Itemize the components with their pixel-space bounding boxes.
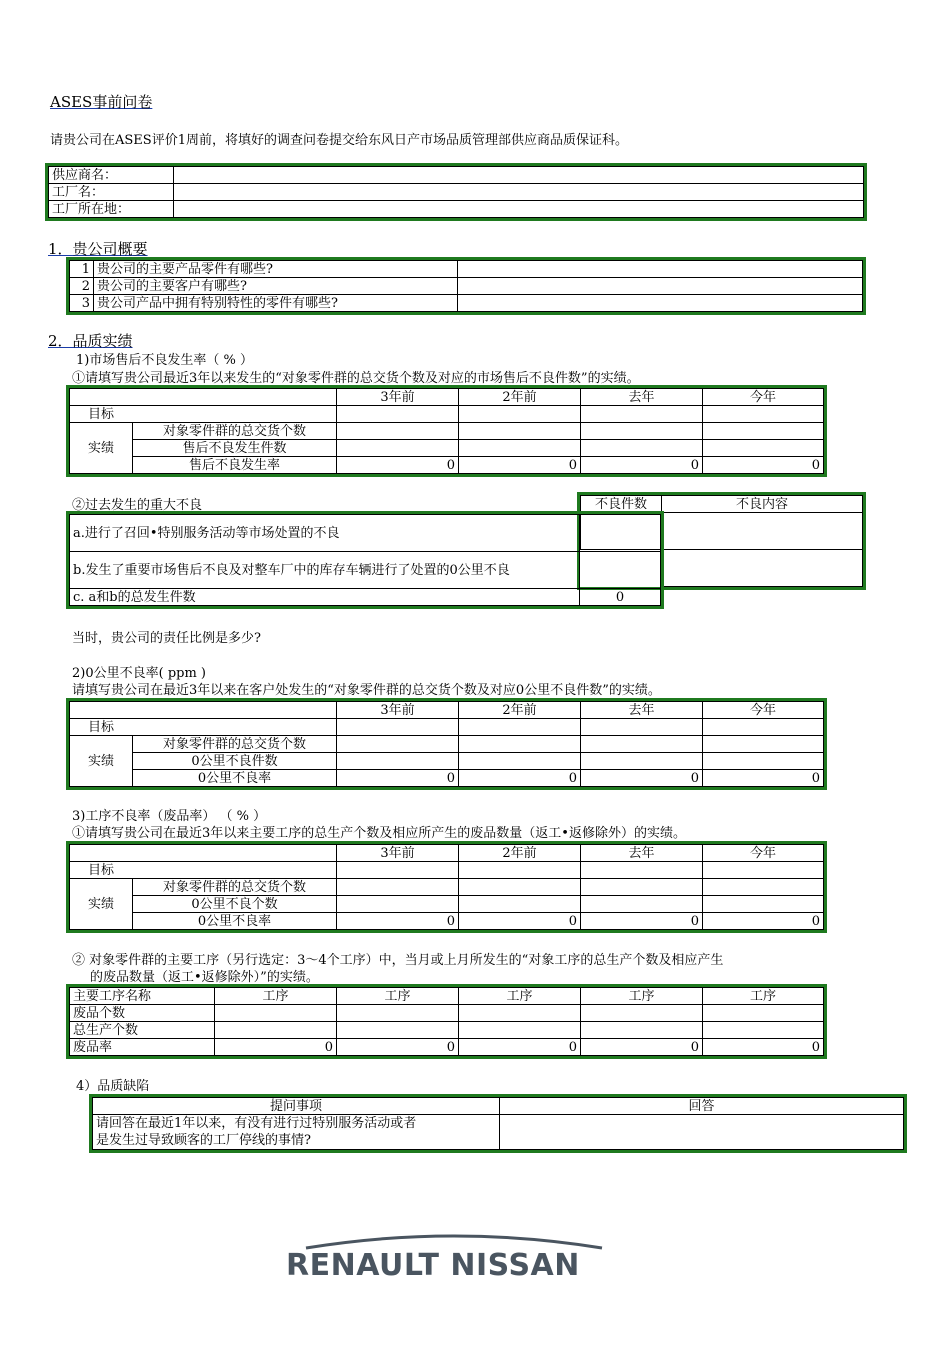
answer-main-products[interactable] xyxy=(458,261,863,278)
row-total-delivered: 对象零件群的总交货个数 xyxy=(133,736,337,753)
value-cell[interactable] xyxy=(581,1005,703,1022)
value-cell[interactable] xyxy=(703,423,824,440)
quality-defect-table xyxy=(92,1097,904,1150)
row-defect-rate: 售后不良发生率 xyxy=(133,457,337,474)
defect-count-a-input[interactable] xyxy=(580,515,661,552)
major-defect-title: ②过去发生的重大不良 xyxy=(72,498,203,513)
value-cell[interactable] xyxy=(581,879,703,896)
row-number: 2 xyxy=(70,278,94,295)
question-cell xyxy=(93,1115,500,1150)
target-cell[interactable] xyxy=(337,406,459,423)
p3b-desc-line2: 的废品数量（返工•返修除外）”的实绩。 xyxy=(90,970,319,985)
question-main-products: 贵公司的主要产品零件有哪些? xyxy=(94,261,458,278)
p3-desc: ①请填写贵公司在最近3年以来主要工序的总生产个数及相应所产生的废品数量（返工•返修除外）的实绩。 xyxy=(72,826,686,841)
target-cell[interactable] xyxy=(581,862,703,879)
defect-content-b[interactable] xyxy=(662,550,863,587)
value-cell[interactable] xyxy=(215,1005,337,1022)
company-overview-table xyxy=(69,260,863,312)
zero-km-table xyxy=(69,701,824,787)
target-cell[interactable] xyxy=(581,719,703,736)
value-cell[interactable] xyxy=(459,1022,581,1039)
value-cell[interactable] xyxy=(337,896,459,913)
p3-title: 3)工序不良率（废品率） （ % ） xyxy=(72,809,267,824)
value-cell[interactable] xyxy=(459,753,581,770)
value-cell[interactable] xyxy=(703,1005,824,1022)
market-defect-table xyxy=(69,388,824,474)
process-scrap-table xyxy=(69,987,824,1056)
rate-value: 0 xyxy=(459,913,581,930)
major-defect-table xyxy=(69,514,661,606)
col-defect-content: 不良内容 xyxy=(662,496,863,513)
value-cell[interactable] xyxy=(459,736,581,753)
value-cell[interactable] xyxy=(337,753,459,770)
supplier-name-label: 供应商名： xyxy=(49,167,174,184)
row-number: 1 xyxy=(70,261,94,278)
p2-title: 2)0公里不良率( ppm ) xyxy=(72,666,206,681)
value-cell[interactable] xyxy=(581,896,703,913)
rate-value: 0 xyxy=(337,913,459,930)
defect-content-a[interactable] xyxy=(662,513,863,550)
rate-value: 0 xyxy=(703,770,824,787)
defect-type-a: a.进行了召回•特别服务活动等市场处置的不良 xyxy=(70,515,580,552)
col-last-year: 去年 xyxy=(581,702,703,719)
col-answer: 回答 xyxy=(500,1098,904,1115)
col-process: 工序 xyxy=(215,988,337,1005)
value-cell[interactable] xyxy=(337,879,459,896)
value-cell[interactable] xyxy=(337,440,459,457)
value-cell[interactable] xyxy=(215,1022,337,1039)
col-this-year: 今年 xyxy=(703,845,824,862)
answer-cell[interactable] xyxy=(500,1115,904,1150)
logo-arc-icon xyxy=(286,1228,622,1250)
target-cell[interactable] xyxy=(459,862,581,879)
p4-title: 4）品质缺陷 xyxy=(76,1079,150,1094)
target-label: 目标 xyxy=(70,406,337,423)
target-cell[interactable] xyxy=(459,719,581,736)
rate-value: 0 xyxy=(459,457,581,474)
value-cell[interactable] xyxy=(337,1005,459,1022)
col-this-year: 今年 xyxy=(703,389,824,406)
p2-desc: 请填写贵公司在最近3年以来在客户处发生的“对象零件群的总交货个数及对应0公里不良件数”的实绩。 xyxy=(72,683,661,698)
value-cell[interactable] xyxy=(459,879,581,896)
rate-value: 0 xyxy=(337,457,459,474)
defect-total-label: c. a和b的总发生件数 xyxy=(70,589,580,606)
target-cell[interactable] xyxy=(459,406,581,423)
rate-value: 0 xyxy=(215,1039,337,1056)
target-label: 目标 xyxy=(70,719,337,736)
section1-heading: 1．贵公司概要 xyxy=(48,240,148,258)
target-cell[interactable] xyxy=(703,862,824,879)
rate-value: 0 xyxy=(581,457,703,474)
page-title: ASES事前问卷 xyxy=(50,93,153,111)
process-defect-table xyxy=(69,844,824,930)
rate-value: 0 xyxy=(337,1039,459,1056)
value-cell[interactable] xyxy=(581,753,703,770)
factory-location-label: 工厂所在地： xyxy=(49,201,174,218)
col-process: 工序 xyxy=(703,988,824,1005)
col-process-name: 主要工序名称 xyxy=(70,988,215,1005)
rate-value: 0 xyxy=(581,913,703,930)
p1-title: 1)市场售后不良发生率（ % ） xyxy=(76,353,253,368)
answer-main-customers[interactable] xyxy=(458,278,863,295)
value-cell[interactable] xyxy=(703,736,824,753)
value-cell[interactable] xyxy=(703,879,824,896)
col-3-years-ago: 3年前 xyxy=(337,845,459,862)
value-cell[interactable] xyxy=(459,440,581,457)
renault-nissan-logo xyxy=(286,1228,622,1288)
col-this-year: 今年 xyxy=(703,702,824,719)
p3b-desc-line1: ② 对象零件群的主要工序（另行选定：3～4个工序）中，当月或上月所发生的“对象工序的总生产个数及相应产生 xyxy=(72,953,724,968)
target-cell[interactable] xyxy=(337,862,459,879)
row-defect-count: 售后不良发生件数 xyxy=(133,440,337,457)
rate-value: 0 xyxy=(581,770,703,787)
col-2-years-ago: 2年前 xyxy=(459,845,581,862)
col-last-year: 去年 xyxy=(581,845,703,862)
row-zero-km-count: 0公里不良个数 xyxy=(133,896,337,913)
defect-type-b: b.发生了重要市场售后不良及对整车厂中的库存车辆进行了处置的0公里不良 xyxy=(70,552,580,589)
target-cell[interactable] xyxy=(581,406,703,423)
factory-location-field[interactable] xyxy=(174,201,864,218)
row-scrap-count: 废品个数 xyxy=(70,1005,215,1022)
rate-value: 0 xyxy=(459,1039,581,1056)
value-cell[interactable] xyxy=(459,1005,581,1022)
value-cell[interactable] xyxy=(703,896,824,913)
col-last-year: 去年 xyxy=(581,389,703,406)
value-cell[interactable] xyxy=(459,423,581,440)
col-process: 工序 xyxy=(459,988,581,1005)
target-cell[interactable] xyxy=(703,719,824,736)
target-label: 目标 xyxy=(70,862,337,879)
question-line2: 是发生过导致顾客的工厂停线的事情? xyxy=(96,1133,311,1148)
value-cell[interactable] xyxy=(337,736,459,753)
logo-text: RENAULT NISSAN xyxy=(286,1248,580,1283)
row-total-production: 总生产个数 xyxy=(70,1022,215,1039)
value-cell[interactable] xyxy=(459,896,581,913)
value-cell[interactable] xyxy=(703,440,824,457)
value-cell[interactable] xyxy=(581,1022,703,1039)
rate-value: 0 xyxy=(459,770,581,787)
row-total-delivered: 对象零件群的总交货个数 xyxy=(133,423,337,440)
rate-value: 0 xyxy=(703,1039,824,1056)
defect-count-b-input[interactable] xyxy=(580,552,661,589)
rate-value: 0 xyxy=(703,913,824,930)
row-total-delivered: 对象零件群的总交货个数 xyxy=(133,879,337,896)
col-defect-count: 不良件数 xyxy=(581,496,662,513)
col-process: 工序 xyxy=(581,988,703,1005)
row-zero-km-rate: 0公里不良率 xyxy=(133,913,337,930)
value-cell[interactable] xyxy=(337,1022,459,1039)
question-special-parts: 贵公司产品中拥有特别特性的零件有哪些? xyxy=(94,295,458,312)
p1-desc: ①请填写贵公司最近3年以来发生的“对象零件群的总交货个数及对应的市场售后不良件数”的实绩。 xyxy=(72,371,640,386)
defect-total-value: 0 xyxy=(580,589,661,606)
rate-value: 0 xyxy=(337,770,459,787)
actual-label: 实绩 xyxy=(70,879,133,930)
rate-value: 0 xyxy=(703,457,824,474)
target-cell[interactable] xyxy=(337,719,459,736)
col-2-years-ago: 2年前 xyxy=(459,389,581,406)
section2-heading: 2．品质实绩 xyxy=(48,332,133,350)
value-cell[interactable] xyxy=(703,753,824,770)
col-process: 工序 xyxy=(337,988,459,1005)
row-zero-km-count: 0公里不良件数 xyxy=(133,753,337,770)
col-3-years-ago: 3年前 xyxy=(337,702,459,719)
target-cell[interactable] xyxy=(703,406,824,423)
value-cell[interactable] xyxy=(581,440,703,457)
row-zero-km-rate: 0公里不良率 xyxy=(133,770,337,787)
col-3-years-ago: 3年前 xyxy=(337,389,459,406)
col-2-years-ago: 2年前 xyxy=(459,702,581,719)
actual-label: 实绩 xyxy=(70,423,133,474)
value-cell[interactable] xyxy=(337,423,459,440)
responsibility-question: 当时，贵公司的责任比例是多少? xyxy=(72,631,261,646)
supplier-name-field[interactable] xyxy=(174,167,864,184)
row-scrap-rate: 废品率 xyxy=(70,1039,215,1056)
row-number: 3 xyxy=(70,295,94,312)
answer-special-parts[interactable] xyxy=(458,295,863,312)
intro-text: 请贵公司在ASES评价1周前，将填好的调查问卷提交给东风日产市场品质管理部供应商品质保证科。 xyxy=(50,133,628,148)
question-main-customers: 贵公司的主要客户有哪些? xyxy=(94,278,458,295)
rate-value: 0 xyxy=(581,1039,703,1056)
value-cell[interactable] xyxy=(703,1022,824,1039)
col-question: 提问事项 xyxy=(93,1098,500,1115)
actual-label: 实绩 xyxy=(70,736,133,787)
supplier-table xyxy=(48,166,864,218)
factory-name-label: 工厂名： xyxy=(49,184,174,201)
value-cell[interactable] xyxy=(581,736,703,753)
value-cell[interactable] xyxy=(581,423,703,440)
question-line1: 请回答在最近1年以来，有没有进行过特别服务活动或者 xyxy=(96,1116,417,1131)
factory-name-field[interactable] xyxy=(174,184,864,201)
